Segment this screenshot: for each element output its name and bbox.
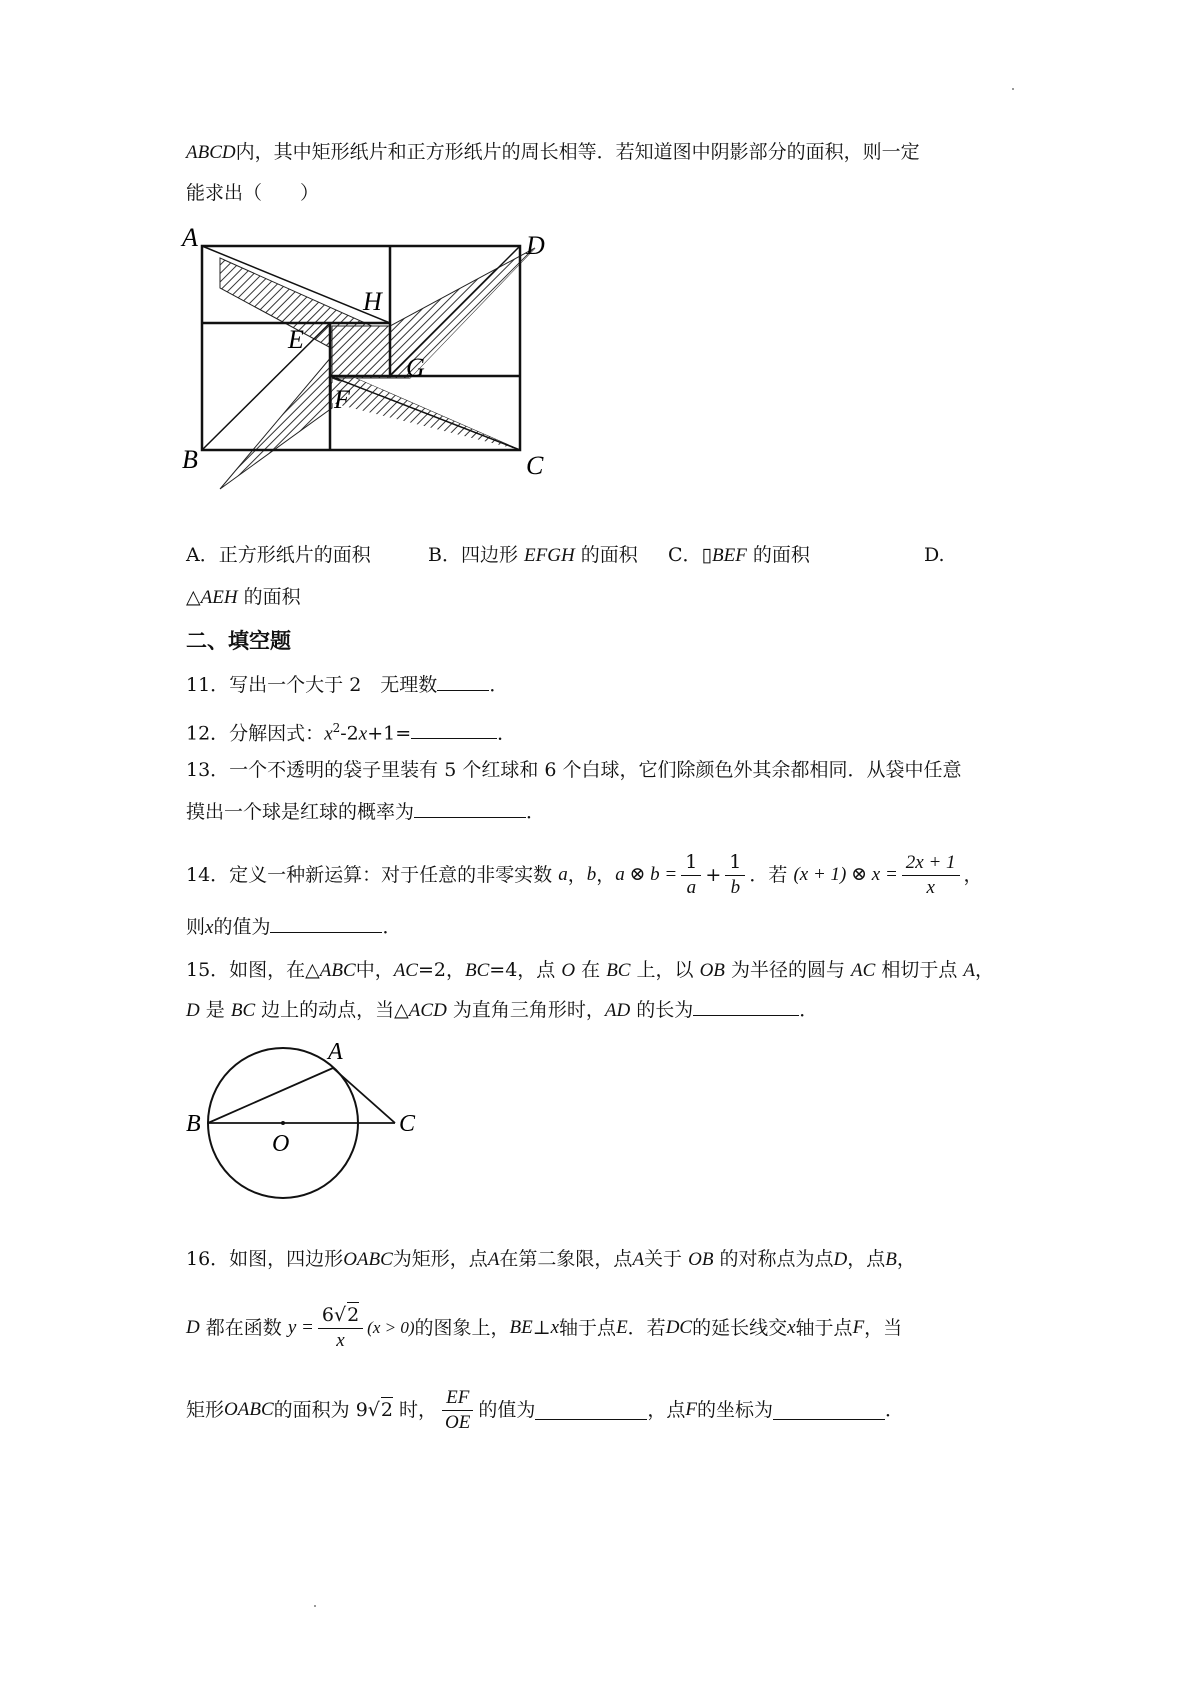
label-d: D: [526, 231, 545, 260]
q10-stem-line2: 能求出（ ）: [186, 182, 320, 204]
q12: 12．分解因式：$x^2-2x+1=$ ．: [186, 721, 517, 745]
area-9sqrt2: 9√2: [355, 1399, 393, 1421]
scan-dot: [314, 1605, 316, 1607]
frac-6sqrt2-over-x: $\frac{6√2}{x}$: [318, 1306, 363, 1351]
label-b: B: [182, 445, 198, 474]
q13-line2: 摸出一个球是红球的概率为 ．: [186, 801, 546, 823]
section-heading: 二、填空题: [186, 629, 291, 653]
q10-figure: [180, 228, 640, 528]
q10-option-a: A．正方形纸片的面积: [186, 544, 371, 566]
frac-1-over-b: $\frac{1}{b}$: [725, 853, 745, 898]
frac-2x1-over-x: $\frac{2x + 1}{x}$: [902, 853, 960, 898]
q16-line3: 矩形 OABC 的面积为 9√2 时， $\frac{EF}{OE}$ 的值为 ，点 F 的坐标为 ．: [186, 1386, 905, 1433]
label-h: H: [363, 287, 382, 316]
label-a: A: [182, 228, 198, 252]
label-o: O: [272, 1131, 290, 1157]
q14-line1: 14．定义一种新运算：对于任意的非零实数 a ， b ， a ⊗ b = $\frac{1}{a}$ + $\frac{1}{b}$ ．若 (x + 1) ⊗ x = $\frac{2x + 1}{x}$ ，: [186, 850, 983, 898]
frac-ef-over-oe: $\frac{EF}{OE}$: [441, 1388, 474, 1433]
q16-line1: 16．如图，四边形OABC为矩形，点A在第二象限，点A关于 OB 的对称点为点D，点B，: [186, 1248, 916, 1270]
q13-line1: 13．一个不透明的袋子里装有 5 个红球和 6 个白球，它们除颜色外其余都相同．从袋中任意: [186, 759, 962, 781]
q10-option-d-label: D.: [924, 544, 945, 566]
q15-figure: [180, 1035, 440, 1215]
label-e: E: [288, 325, 304, 354]
segment-ba: [208, 1068, 333, 1123]
q14-line2: 则x的值为 ．: [186, 916, 402, 938]
label-c: C: [526, 451, 544, 480]
q10-option-c: C．▯BEF 的面积: [668, 544, 810, 566]
frac-1-over-a: $\frac{1}{a}$: [681, 853, 701, 898]
q10-option-b: B．四边形 EFGH 的面积: [428, 544, 638, 566]
q10-stem-line1: ABCD内，其中矩形纸片和正方形纸片的周长相等．若知道图中阴影部分的面积，则一定: [186, 141, 920, 163]
center-o: [281, 1121, 285, 1125]
q16-line2: D 都在函数 y = $\frac{6√2}{x}$ (x > 0) 的图象上， BE ⊥ x 轴于点 E ．若 DC 的延长线交 x 轴于点 F ，当: [186, 1303, 903, 1351]
q15-line1: 15．如图，在△ABC中，AC=2，BC=4，点 O 在 BC 上，以 OB 为半径的圆与 AC 相切于点 A，: [186, 959, 995, 981]
label-a: A: [328, 1039, 343, 1065]
label-b: B: [186, 1111, 201, 1137]
label-f: F: [334, 385, 350, 414]
q11: 11．写出一个大于 2 无理数 ．: [186, 674, 509, 696]
segment-ac: [333, 1068, 395, 1123]
q15-line2: D 是 BC 边上的动点，当△ACD 为直角三角形时，AD 的长为 ．: [186, 999, 819, 1021]
q10-option-d: △AEH 的面积: [186, 586, 301, 608]
scan-dot: [1012, 88, 1014, 90]
label-c: C: [399, 1111, 416, 1137]
label-g: G: [406, 353, 425, 382]
